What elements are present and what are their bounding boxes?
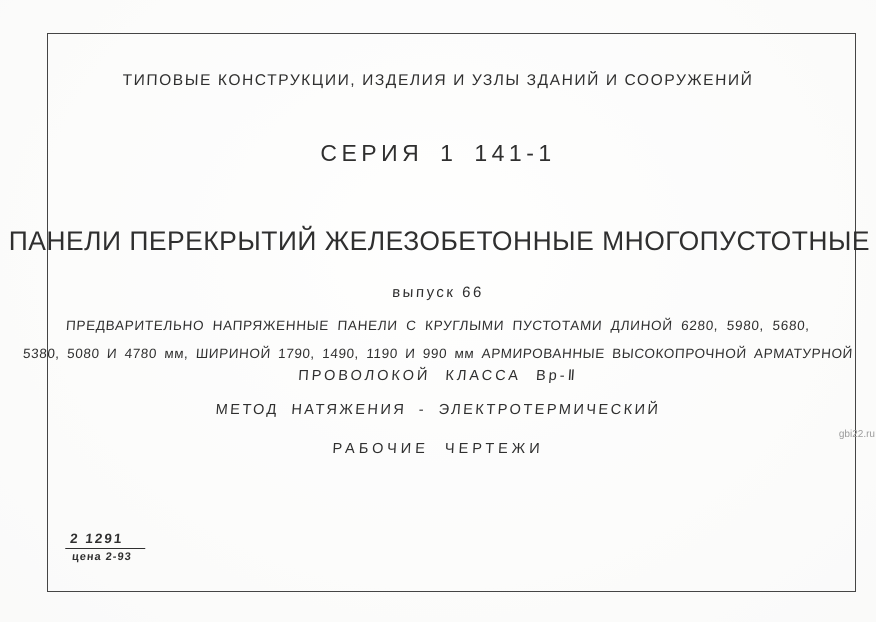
- tensioning-method-line: МЕТОД НАТЯЖЕНИЯ - ЭЛЕКТРОТЕРМИЧЕСКИЙ: [215, 402, 661, 418]
- description-line-1: ПРЕДВАРИТЕЛЬНО НАПРЯЖЕННЫЕ ПАНЕЛИ С КРУГЛЫМИ ПУСТОТАМИ ДЛИНОЙ 6280, 5980, 5680,: [65, 318, 811, 333]
- issue-number: выпуск 66: [391, 284, 485, 301]
- series-number: СЕРИЯ 1 141-1: [320, 140, 556, 166]
- stamp-code: 2 1291: [65, 531, 147, 549]
- wire-class-line: ПРОВОЛОКОЙ КЛАССА Вр-Ⅱ: [297, 368, 579, 384]
- description-line-2: 5380, 5080 И 4780 мм, ШИРИНОЙ 1790, 1490, 1190 И 990 мм АРМИРОВАННЫЕ ВЫСОКОПРОЧНОЙ АРМАТУРНОЙ: [22, 346, 854, 361]
- price-stamp: [66, 530, 166, 563]
- working-drawings-line: РАБОЧИЕ ЧЕРТЕЖИ: [331, 441, 544, 457]
- document-title: ПАНЕЛИ ПЕРЕКРЫТИЙ ЖЕЛЕЗОБЕТОННЫЕ МНОГОПУСТОТНЫЕ: [8, 226, 871, 256]
- site-watermark: gbi22.ru: [838, 429, 875, 440]
- stamp-price: цена 2-93: [71, 551, 133, 563]
- document-category-header: ТИПОВЫЕ КОНСТРУКЦИИ, ИЗДЕЛИЯ И УЗЛЫ ЗДАНИЙ И СООРУЖЕНИЙ: [122, 72, 754, 89]
- sheet-border: [47, 33, 856, 592]
